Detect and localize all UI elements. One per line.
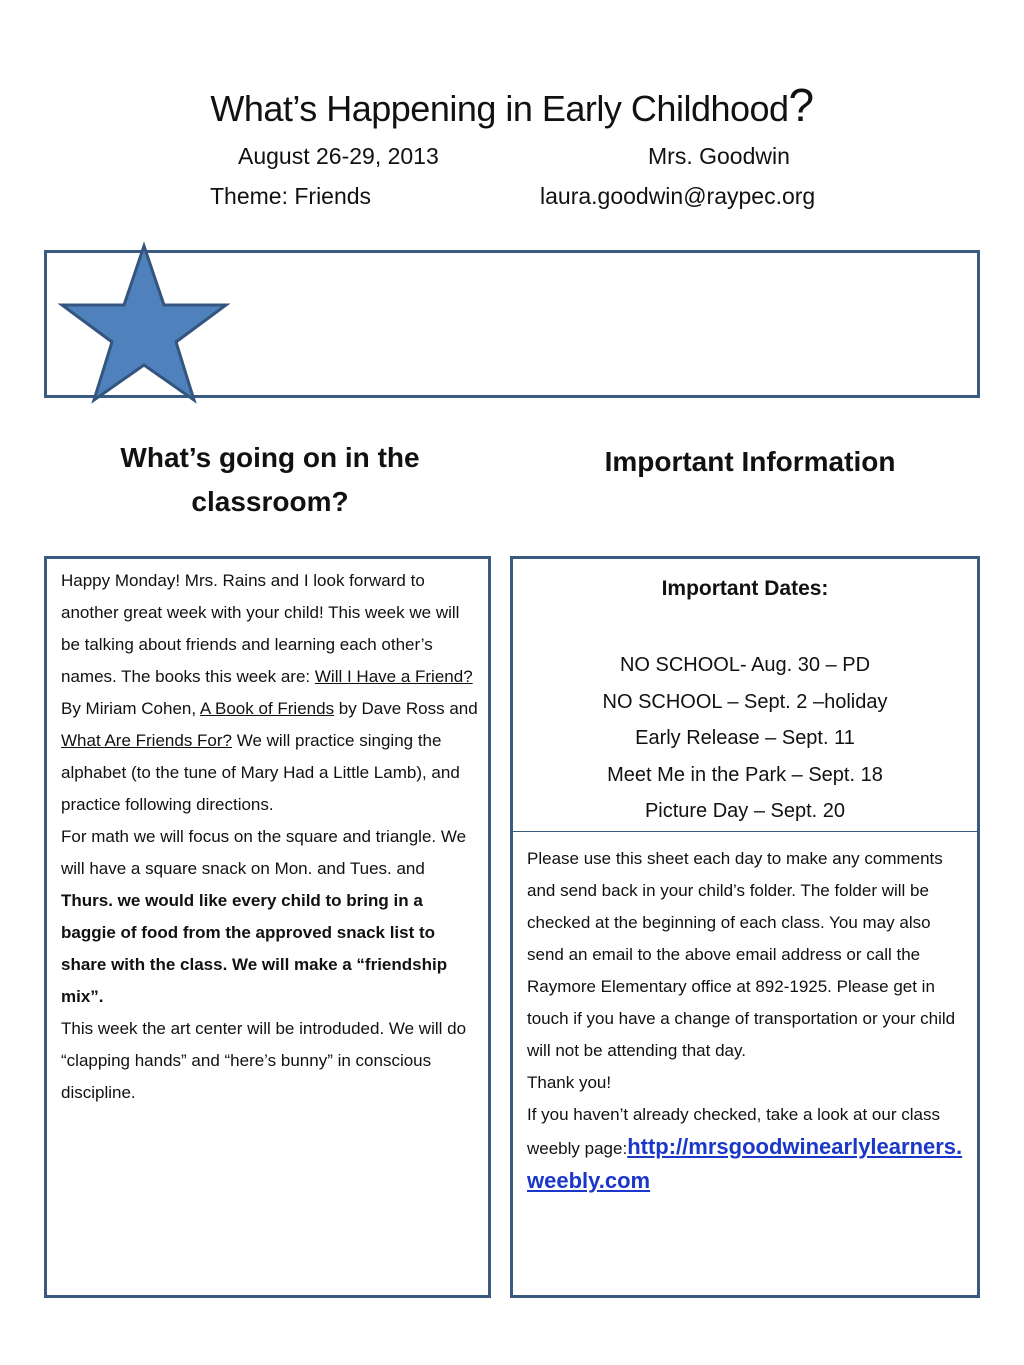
important-info-box (510, 556, 980, 1298)
classroom-heading (90, 436, 450, 524)
date-item: NO SCHOOL- Aug. 30 – PD (619, 654, 871, 676)
math-text: For math we will focus on the square and triangle. We will have a square snack on Mon. and Tues. and (61, 827, 467, 878)
dates-list (513, 647, 977, 830)
important-dates (513, 559, 977, 830)
teacher-email: laura.goodwin@raypec.org (540, 183, 816, 209)
weebly-text: If you haven’t already checked, take a look at our class weebly page: (527, 1105, 940, 1158)
intro-text: Happy Monday! Mrs. Rains and I look forward to another great week with your child! This week we will be talking about friends and learning each other’s names. The books this week are: (61, 571, 460, 686)
classroom-heading-line1: What’s going on in the (120, 442, 420, 473)
weebly-note (527, 1099, 967, 1199)
thanks-text: Thank you! (527, 1073, 612, 1092)
date-item: Early Release – Sept. 11 (635, 727, 855, 750)
book-title-1: Will I Have a Friend? (314, 667, 473, 686)
important-info-heading: Important Information (604, 446, 896, 477)
classroom-paragraph-books (61, 565, 481, 821)
date-item: Picture Day – Sept. 20 (644, 800, 846, 823)
important-dates-title: Important Dates: (661, 577, 829, 600)
teacher-name: Mrs. Goodwin (648, 143, 790, 169)
title-text: What’s Happening in Early Childhood (210, 88, 789, 129)
star-icon (54, 242, 234, 404)
theme-label: Theme: Friends (210, 183, 372, 209)
classroom-paragraph-art: This week the art center will be introduded. We will do “clapping hands” and “here’s bunny” in conscious discipline. (61, 1019, 467, 1102)
classroom-paragraph-math (61, 821, 481, 1013)
book-title-2: A Book of Friends (199, 699, 335, 718)
classroom-text (61, 565, 481, 1109)
author-text-2: by Dave Ross and (334, 699, 478, 718)
info-text (527, 843, 967, 1199)
alphabet-text: We will practice singing the alphabet (to the tune of Mary Had a Little Lamb), and practice following directions. (61, 731, 460, 814)
book-title-3: What Are Friends For? (61, 731, 233, 750)
title-question-mark: ? (788, 79, 814, 131)
weebly-link[interactable]: http://mrsgoodwinearlylearners.weebly.com (527, 1134, 963, 1193)
page-title (0, 78, 1024, 132)
classroom-heading-line2: classroom? (191, 486, 349, 517)
author-text-1: By Miriam Cohen, (61, 699, 200, 718)
classroom-box (44, 556, 491, 1298)
date-item: Meet Me in the Park – Sept. 18 (607, 763, 883, 786)
section-divider (513, 831, 977, 832)
snack-request-text: Thurs. we would like every child to bring in a baggie of food from the approved snack list to share with the class. We will make a “friendship mix”. (61, 891, 448, 1006)
date-item: NO SCHOOL – Sept. 2 –holiday (602, 690, 888, 713)
folder-note: Please use this sheet each day to make any comments and send back in your child’s folder. The folder will be checked at the beginning of each class. You may also send an email to the above email address or call the Raymore Elementary office at 892-1925. Please get in touch if you have a change of transportation or your child will not be attending that day. (527, 849, 956, 1060)
date-range: August 26-29, 2013 (238, 143, 439, 169)
